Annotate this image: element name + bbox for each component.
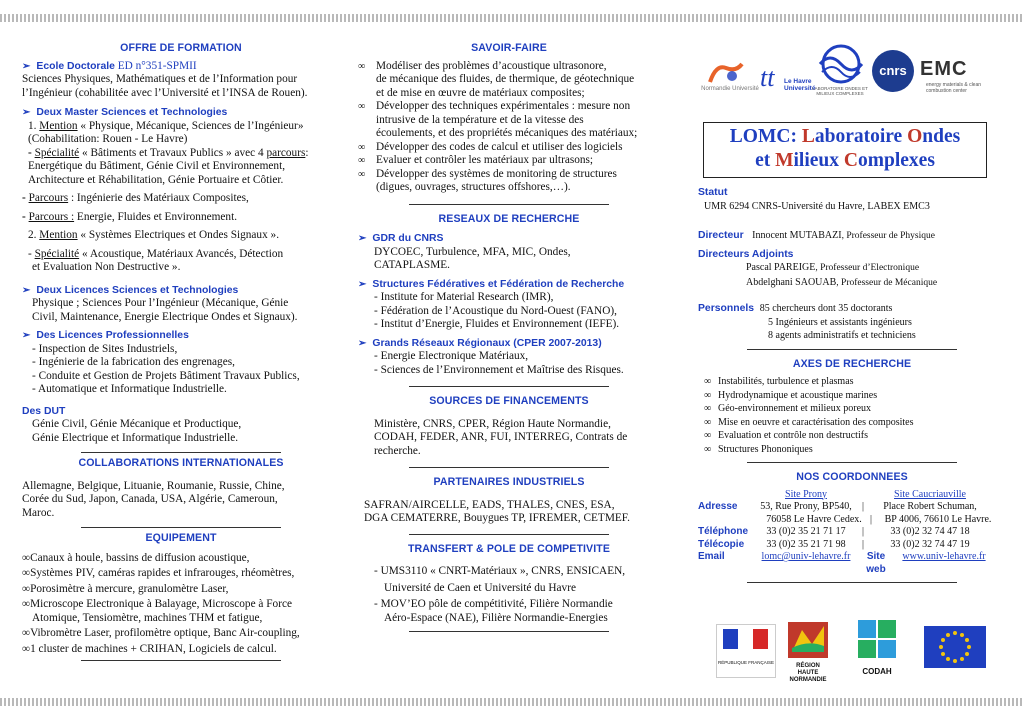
equip-item: ∞Canaux à houle, bassins de diffusion acoustique, — [22, 551, 250, 564]
adresse-row: Adresse 53, Rue Prony, BP540, | Place Robert Schuman, — [698, 501, 977, 512]
svg-text:tt: tt — [760, 63, 775, 92]
arrow-bullet-icon: ➢ — [358, 337, 367, 349]
column-formation — [22, 42, 340, 669]
grr-item: - Sciences de l’Environnement et Maîtrise des Risques. — [374, 363, 624, 376]
arrow-bullet-icon: ➢ — [358, 278, 367, 290]
european-union-flag-logo — [924, 626, 986, 668]
sources-line: recherche. — [374, 444, 421, 457]
arrow-bullet-icon: ➢ — [22, 60, 31, 72]
personnels-line: 5 Ingénieurs et assistants ingénieurs — [768, 316, 912, 328]
parcours2: - Parcours : Energie, Fluides et Environnement. — [22, 210, 238, 223]
sf-item: - Institute for Material Research (IMR), — [374, 291, 554, 303]
infinity-bullet-icon: ∞ — [22, 567, 31, 579]
spec2: - Spécialité « Acoustique, Matériaux Avancés, Détection — [28, 247, 284, 260]
spec2-line: et Evaluation Non Destructive ». — [32, 261, 181, 273]
savoir-item: ∞ Modéliser des problèmes d’acoustique ultrasonore, de mécanique des fluides, de thermique, de géotechnique et de mise en œuvre de matériaux composites; — [358, 59, 635, 99]
lpro-item: - Inspection de Sites Industriels, — [32, 342, 178, 355]
arrow-bullet-icon: ➢ — [22, 330, 31, 341]
divider — [81, 527, 281, 528]
axe-item: ∞ Hydrodynamique et acoustique marines — [704, 389, 878, 401]
infinity-bullet-icon: ∞ — [22, 627, 31, 639]
infinity-bullet-icon: ∞ — [704, 403, 712, 414]
statut-value: UMR 6294 CNRS-Université du Havre, LABEX EMC3 — [704, 200, 930, 212]
personnels-line: 8 agents administratifs et techniciens — [768, 330, 916, 341]
coord-heading: NOS COORDONNEES — [796, 471, 908, 483]
infinity-bullet-icon: ∞ — [358, 60, 366, 72]
divider — [81, 452, 281, 453]
gdr-line: CATAPLASME. — [374, 259, 450, 271]
grr-heading: ➢ Grands Réseaux Régionaux (CPER 2007-2013) — [358, 337, 602, 349]
savoir-item: ∞ Evaluer et contrôler les matériaux par ultrasons; — [358, 154, 594, 166]
transfert-item: - UMS3110 « CNRT-Matériaux », CNRS, ENSICAEN, — [374, 565, 626, 577]
infinity-bullet-icon: ∞ — [22, 582, 31, 595]
top-decorative-border — [0, 14, 1024, 22]
ecole-line: l’Ingénieur (cohabilitée avec l’Université et l’INSA de Rouen). — [22, 86, 308, 99]
normandie-universite-logo — [708, 62, 744, 84]
lpro-item: - Conduite et Gestion de Projets Bâtiment Travaux Publics, — [32, 369, 300, 382]
infinity-bullet-icon: ∞ — [704, 376, 712, 387]
divider — [747, 349, 957, 350]
axe-item: ∞ Mise en oeuvre et caractérisation des composites — [704, 416, 914, 428]
transfert-item: - MOV’EO pôle de compétitivité, Filière Normandie — [374, 598, 613, 610]
ecole-line: Sciences Physiques, Mathématiques et de l’Information pour — [22, 73, 298, 85]
parcours1: - Parcours : Ingénierie des Matériaux Composites, — [22, 192, 249, 204]
partenaires-line: DGA CEMATERRE, Bouygues TP, IFREMER, CETMEF. — [364, 512, 630, 524]
infinity-bullet-icon: ∞ — [704, 416, 712, 428]
lomc-logo-label: LABORATOIRE ONDES ET MILIEUX COMPLEXES — [812, 86, 868, 96]
divider — [747, 462, 957, 463]
equip-item: ∞Vibromètre Laser, profilomètre optique, Banc Air-coupling, — [22, 627, 300, 639]
equip-item: ∞Porosimètre à mercure, granulomètre Laser, — [22, 582, 229, 595]
axe-item: ∞ Instabilités, turbulence et plasmas — [704, 376, 854, 387]
republique-francaise-logo: RÉPUBLIQUE FRANÇAISE — [716, 624, 776, 678]
codah-logo: CODAH — [856, 618, 898, 684]
infinity-bullet-icon: ∞ — [358, 168, 366, 180]
divider — [409, 631, 609, 632]
divider — [409, 534, 609, 535]
personnels-row: Personnels 85 chercheurs dont 35 doctorants — [698, 303, 893, 314]
sources-line: CODAH, FEDER, ANR, FUI, INTERREG, Contrats de — [374, 431, 628, 443]
region-haute-normandie-logo: RÉGION HAUTE NORMANDIE — [788, 622, 828, 688]
telecopie-row: Télécopie 33 (0)2 35 21 71 98 | 33 (0)2 32 74 47 19 — [698, 538, 970, 550]
partenaires-line: SAFRAN/AIRCELLE, EADS, THALES, CNES, ESA, — [364, 498, 615, 511]
le-havre-universite-label: Le Havre Université — [784, 78, 816, 92]
normandie-universite-label: Normandie Université — [701, 86, 759, 92]
master2-mention: 2. Mention « Systèmes Electriques et Ondes Signaux ». — [28, 229, 280, 241]
reseaux-heading: RESEAUX DE RECHERCHE — [438, 212, 580, 225]
lpro-heading: ➢ Des Licences Professionnelles — [22, 330, 189, 341]
licences-heading: ➢ Deux Licences Sciences et Technologies — [22, 284, 239, 296]
grr-item: - Energie Electronique Matériaux, — [374, 350, 529, 362]
column-savoir-faire — [358, 42, 660, 640]
equip-item: ∞1 cluster de machines + CRIHAN, Logiciels de calcul. — [22, 642, 277, 655]
equip-heading: EQUIPEMENT — [145, 532, 217, 544]
emc-logo-label: energy materials & clean combustion center — [926, 82, 982, 94]
telephone-row: Téléphone 33 (0)2 35 21 71 17 | 33 (0)2 32 74 47 18 — [698, 526, 970, 537]
savoir-heading: SAVOIR-FAIRE — [471, 42, 547, 54]
divider — [747, 582, 957, 583]
email-link[interactable]: lomc@univ-lehavre.fr — [761, 551, 851, 562]
spec1: - Spécialité « Bâtiments et Travaux Publics » avec 4 parcours: — [28, 146, 309, 159]
gdr-heading: ➢ GDR du CNRS — [358, 233, 444, 244]
spec1-line: Energétique du Bâtiment, Génie Civil et Environnement, — [28, 160, 286, 172]
lab-title-box — [703, 122, 987, 178]
collab-line: Allemagne, Belgique, Lituanie, Roumanie, Russie, Chine, — [22, 479, 285, 492]
footer-logos — [716, 618, 986, 690]
master1-mention: 1. Mention « Physique, Mécanique, Sciences de l’Ingénieur» — [28, 119, 304, 132]
partenaires-heading: PARTENAIRES INDUSTRIELS — [433, 476, 585, 488]
axe-item: ∞ Structures Phononiques — [704, 443, 813, 455]
arrow-bullet-icon: ➢ — [358, 233, 367, 244]
spec1-line: Architecture et Réhabilitation, Génie Portuaire et Côtier. — [28, 173, 284, 186]
formation-heading: OFFRE DE FORMATION — [120, 42, 242, 54]
collab-heading: COLLABORATIONS INTERNATIONALES — [78, 457, 284, 469]
transfert-heading: TRANSFERT & POLE DE COMPETIVITE — [407, 542, 611, 555]
savoir-item: ∞ Développer des systèmes de monitoring de structures (digues, ouvrages, structures offshores,…). — [358, 167, 617, 193]
savoir-item: ∞ Développer des techniques expérimentales : mesure non intrusive de la température et de la vitesse des écoulements, et des propriétés mécaniques des matériaux; — [358, 100, 638, 139]
savoir-item: ∞ Développer des codes de calcul et utiliser des logiciels — [358, 140, 623, 153]
adjoint1: Pascal PAREIGE, Professeur d’Electronique — [746, 262, 920, 273]
masters-heading: ➢ Deux Master Sciences et Technologies — [22, 107, 228, 118]
dut-heading: Des DUT — [22, 405, 66, 417]
transfert-item-line: Aéro-Espace (NAE), Filière Normandie-Energies — [384, 611, 608, 624]
cnrs-logo: cnrs — [872, 50, 914, 92]
equip-item-line: Atomique, Tensiomètre, machines THM et fatigue, — [32, 611, 263, 624]
infinity-bullet-icon: ∞ — [704, 430, 712, 441]
divider — [81, 660, 281, 661]
directeur-row: Directeur Innocent MUTABAZI, Professeur de Physique — [698, 230, 935, 241]
collab-line: Corée du Sud, Japon, Canada, USA, Algérie, Cameroun, — [22, 493, 278, 505]
infinity-bullet-icon: ∞ — [358, 101, 366, 112]
site-prony-link[interactable]: Site Prony — [785, 488, 827, 500]
ecole-doctorale: ➢ Ecole Doctorale ED n°351-SPMII — [22, 59, 197, 72]
header-logos — [700, 44, 1006, 108]
bottom-decorative-border — [0, 698, 1024, 706]
axes-heading: AXES DE RECHERCHE — [792, 357, 912, 370]
divider — [409, 386, 609, 387]
sources-heading: SOURCES DE FINANCEMENTS — [429, 395, 589, 407]
infinity-bullet-icon: ∞ — [704, 443, 712, 455]
gdr-line: DYCOEC, Turbulence, MFA, MIC, Ondes, — [374, 245, 571, 258]
sources-line: Ministère, CNRS, CPER, Région Haute Normandie, — [374, 417, 611, 430]
transfert-item-line: Université de Caen et Université du Havre — [384, 581, 576, 594]
statut-label: Statut — [698, 187, 728, 198]
emc-logo: EMC — [920, 58, 968, 80]
infinity-bullet-icon: ∞ — [358, 141, 366, 153]
website-link[interactable]: www.univ-lehavre.fr — [902, 551, 986, 562]
lpro-item: - Automatique et Informatique Industrielle. — [32, 383, 227, 395]
infinity-bullet-icon: ∞ — [22, 551, 31, 564]
coord-sites-row — [698, 489, 1006, 502]
licences-line: Physique ; Sciences Pour l’Ingénieur (Mécanique, Génie — [32, 297, 289, 309]
arrow-bullet-icon: ➢ — [22, 107, 31, 118]
adjoint2: Abdelghani SAOUAB, Professeur de Mécanique — [746, 276, 938, 288]
arrow-bullet-icon: ➢ — [22, 284, 31, 296]
lpro-item: - Ingénierie de la fabrication des engrenages, — [32, 356, 235, 368]
infinity-bullet-icon: ∞ — [358, 155, 366, 166]
equip-item: ∞Systèmes PIV, caméras rapides et infrarouges, rhéomètres, — [22, 567, 295, 579]
email-row: Email lomc@univ-lehavre.fr Site web www.univ-lehavre.fr — [698, 551, 1006, 576]
master1-cohab: (Cohabilitation: Rouen - Le Havre) — [28, 133, 188, 145]
site-caucriauville-link[interactable]: Site Caucriauville — [894, 488, 966, 500]
adresse-row-2: 76058 Le Havre Cedex. | BP 4006, 76610 Le Havre. — [766, 513, 992, 525]
lab-title-line2: et Milieux Complexes — [755, 150, 935, 171]
lab-title-line1: LOMC: Laboratoire Ondes — [729, 126, 961, 147]
axe-item: ∞ Evaluation et contrôle non destructifs — [704, 430, 868, 441]
collab-line: Maroc. — [22, 506, 55, 519]
adjoints-label: Directeurs Adjoints — [698, 248, 794, 260]
infinity-bullet-icon: ∞ — [704, 389, 712, 401]
licences-line: Civil, Maintenance, Energie Electrique Ondes et Signaux). — [32, 310, 298, 323]
sf-heading: ➢ Structures Fédératives et Fédération de Recherche — [358, 278, 625, 290]
dut-item: Génie Civil, Génie Mécanique et Productique, — [32, 418, 242, 430]
lomc-logo — [814, 44, 868, 84]
axe-item: ∞ Géo-environnement et milieux poreux — [704, 403, 872, 414]
column-lomc — [698, 186, 1006, 591]
infinity-bullet-icon: ∞ — [22, 598, 31, 610]
dut-item: Génie Electrique et Informatique Industrielle. — [32, 431, 239, 444]
infinity-bullet-icon: ∞ — [22, 642, 31, 655]
divider — [409, 467, 609, 468]
sf-item: - Institut d’Energie, Fluides et Environnement (IEFE). — [374, 318, 620, 330]
divider — [409, 204, 609, 205]
equip-item: ∞Microscope Electronique à Balayage, Microscope à Force — [22, 598, 292, 610]
sf-item: - Fédération de l’Acoustique du Nord-Ouest (FANO), — [374, 304, 617, 317]
